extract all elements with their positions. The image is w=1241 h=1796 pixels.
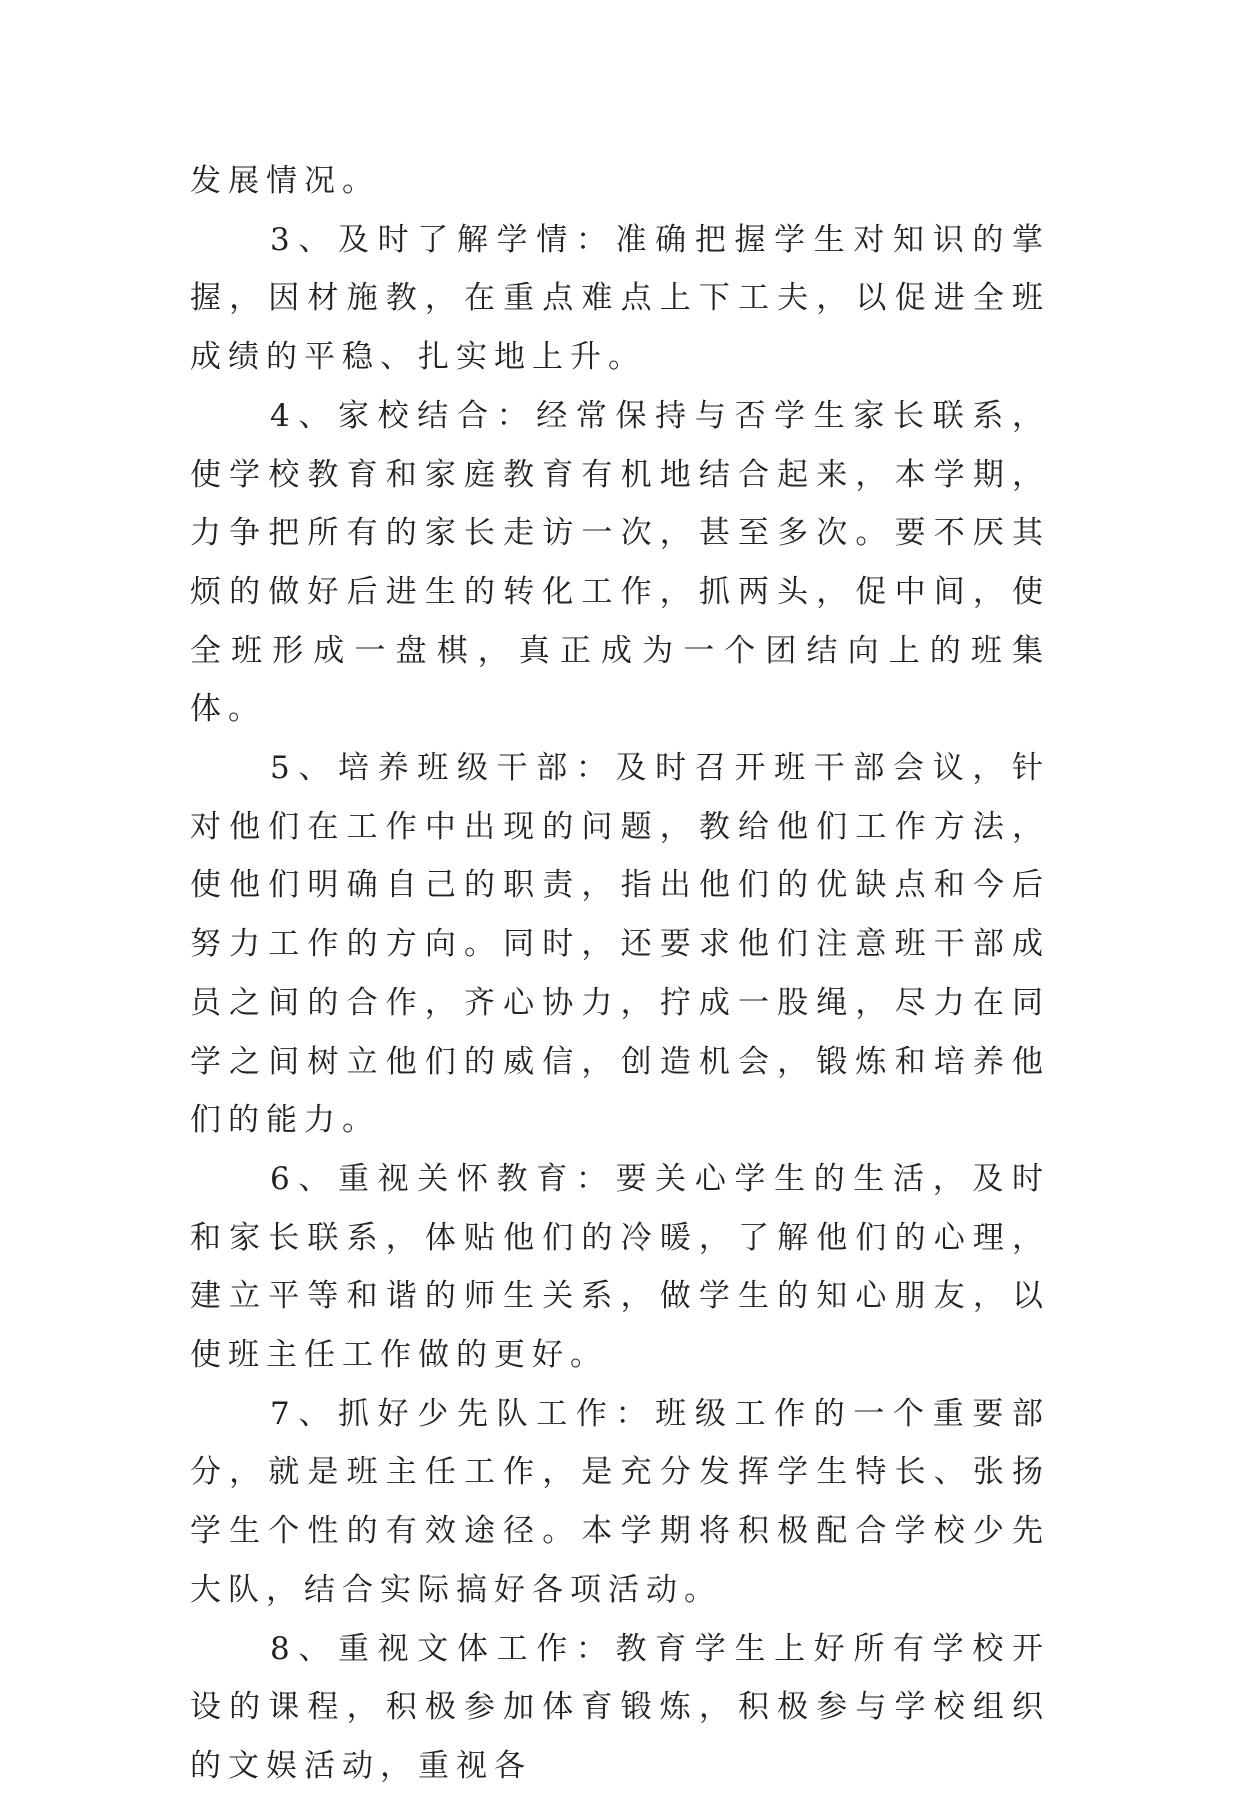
paragraph-item-3: 3、及时了解学情：准确把握学生对知识的掌握，因材施教，在重点难点上下工夫，以促进全班成绩的平稳、扎实地上升。 bbox=[190, 221, 1050, 376]
paragraph-item-4: 4、家校结合：经常保持与否学生家长联系，使学校教育和家庭教育有机地结合起来，本学期，力争把所有的家长走访一次，甚至多次。要不厌其烦的做好后进生的转化工作，抓两头，促中间，使全班形成一盘棋，真正成为一个团结向上的班集体。 bbox=[190, 397, 1050, 728]
paragraph-item-5: 5、培养班级干部：及时召开班干部会议，针对他们在工作中出现的问题，教给他们工作方法，使他们明确自己的职责，指出他们的优缺点和今后努力工作的方向。同时，还要求他们注意班干部成员之间的合作，齐心协力，拧成一股绳，尽力在同学之间树立他们的威信，创造机会，锻炼和培养他们的能力。 bbox=[190, 750, 1050, 1139]
paragraph-item-8: 8、重视文体工作：教育学生上好所有学校开设的课程，积极参加体育锻炼，积极参与学校组织的文娱活动，重视各 bbox=[190, 1630, 1050, 1784]
paragraph-item-6: 6、重视关怀教育：要关心学生的生活，及时和家长联系，体贴他们的冷暖，了解他们的心理，建立平等和谐的师生关系，做学生的知心朋友，以使班主任工作做的更好。 bbox=[190, 1160, 1050, 1374]
paragraph-continued: 发展情况。 bbox=[190, 163, 380, 199]
document-body bbox=[190, 152, 1050, 1796]
paragraph-item-7: 7、抓好少先队工作：班级工作的一个重要部分，就是班主任工作，是充分发挥学生特长、张扬学生个性的有效途径。本学期将积极配合学校少先大队，结合实际搞好各项活动。 bbox=[190, 1395, 1050, 1608]
